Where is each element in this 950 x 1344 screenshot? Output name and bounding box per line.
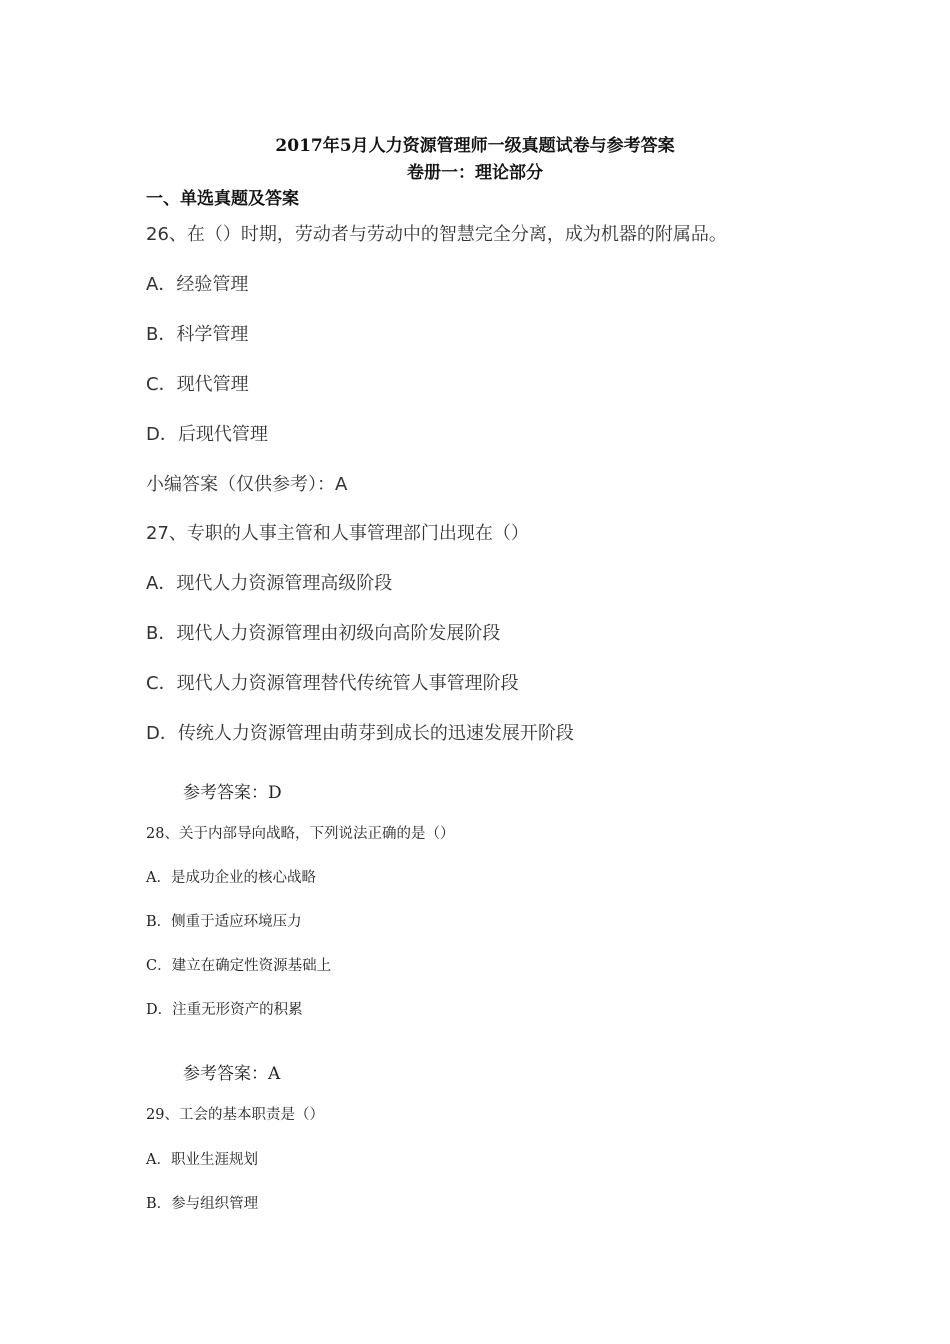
question-26-stem: 26、在（）时期，劳动者与劳动中的智慧完全分离，成为机器的附属品。 (146, 224, 727, 245)
question-27-stem: 27、专职的人事主管和人事管理部门出现在（） (146, 523, 529, 544)
question-26-option-c: C．现代管理 (146, 374, 249, 395)
question-28-option-b: B．侧重于适应环境压力 (146, 914, 302, 930)
question-29-stem: 29、工会的基本职责是（） (146, 1107, 324, 1123)
question-28-option-d: D．注重无形资产的积累 (146, 1002, 303, 1018)
section-heading: 一、单选真题及答案 (146, 189, 299, 209)
question-26-option-d: D．后现代管理 (146, 424, 268, 445)
question-28-option-c: C．建立在确定性资源基础上 (146, 958, 332, 974)
document-title: 2017年5月人力资源管理师一级真题试卷与参考答案 (275, 136, 675, 156)
question-27-option-b: B．现代人力资源管理由初级向高阶发展阶段 (146, 623, 501, 644)
question-26-option-b: B．科学管理 (146, 324, 249, 345)
question-26-option-a: A．经验管理 (146, 274, 249, 295)
question-29-option-b: B．参与组织管理 (146, 1196, 259, 1212)
question-28-option-a: A．是成功企业的核心战略 (146, 870, 316, 886)
question-26-answer: 小编答案（仅供参考）：A (146, 474, 348, 495)
question-28-stem: 28、关于内部导向战略，下列说法正确的是（） (146, 826, 455, 842)
document-subtitle: 卷册一：理论部分 (407, 163, 543, 183)
question-29-option-a: A．职业生涯规划 (146, 1152, 258, 1168)
question-28-answer: 参考答案：A (183, 1064, 281, 1084)
question-27-option-a: A．现代人力资源管理高级阶段 (146, 573, 393, 594)
question-27-answer: 参考答案：D (183, 783, 282, 803)
question-27-option-d: D．传统人力资源管理由萌芽到成长的迅速发展开阶段 (146, 723, 574, 744)
question-27-option-c: C．现代人力资源管理替代传统管人事管理阶段 (146, 673, 519, 694)
